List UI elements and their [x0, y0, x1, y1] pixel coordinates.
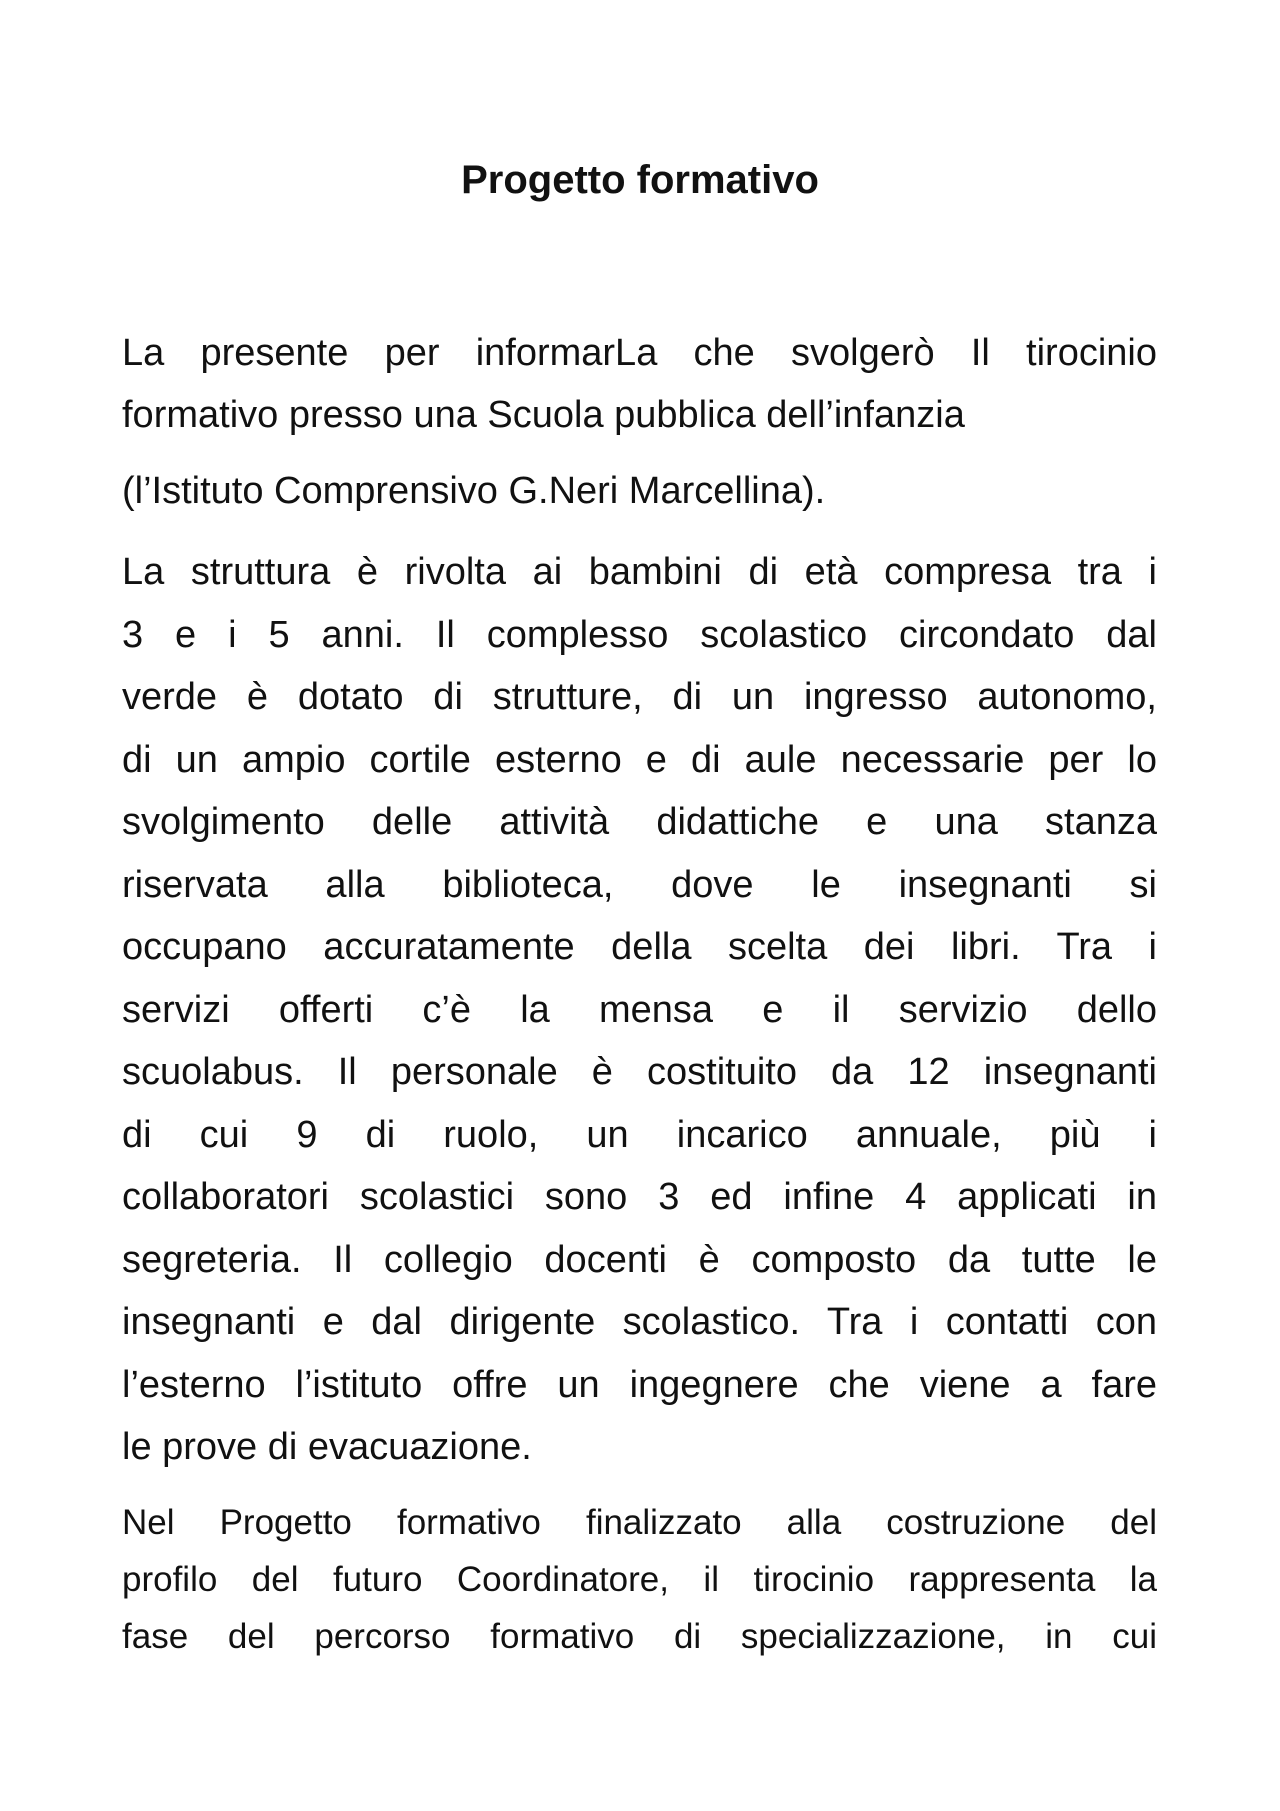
- text-line: servizi offerti c’è la mensa e il servizio dello: [122, 988, 1157, 1031]
- text-line: (l’Istituto Comprensivo G.Neri Marcellina).: [122, 470, 826, 512]
- text-line: scuolabus. Il personale è costituito da 12 insegnanti: [122, 1051, 1157, 1093]
- paragraph-project: [122, 1494, 1157, 1665]
- text-line: di cui 9 di ruolo, un incarico annuale, più i: [122, 1113, 1157, 1156]
- page-title: Progetto formativo: [461, 158, 819, 202]
- text-line: Nel Progetto formativo finalizzato alla costruzione del: [122, 1503, 1157, 1542]
- text-line: riservata alla biblioteca, dove le insegnanti si: [122, 863, 1157, 906]
- paragraph-structure: [122, 541, 1157, 1479]
- text-line: collaboratori scolastici sono 3 ed infine 4 applicati in: [122, 1176, 1157, 1218]
- text-line: La struttura è rivolta ai bambini di età compresa tra i: [122, 551, 1157, 593]
- paragraph-institute: [122, 460, 1157, 522]
- text-line: verde è dotato di strutture, di un ingresso autonomo,: [122, 676, 1157, 718]
- paragraph-intro: [122, 322, 1157, 446]
- text-line: di un ampio cortile esterno e di aule necessarie per lo: [122, 738, 1157, 781]
- text-line: La presente per informarLa che svolgerò Il tirocinio: [122, 332, 1157, 374]
- text-line: formativo presso una Scuola pubblica dell’infanzia: [122, 394, 965, 436]
- text-line: profilo del futuro Coordinatore, il tirocinio rappresenta la: [122, 1560, 1157, 1599]
- text-line: occupano accuratamente della scelta dei libri. Tra i: [122, 926, 1157, 968]
- text-line: svolgimento delle attività didattiche e una stanza: [122, 801, 1157, 843]
- text-line: segreteria. Il collegio docenti è composto da tutte le: [122, 1238, 1157, 1281]
- text-line: le prove di evacuazione.: [122, 1426, 532, 1468]
- text-line: insegnanti e dal dirigente scolastico. Tra i contatti con: [122, 1301, 1157, 1343]
- text-line: l’esterno l’istituto offre un ingegnere che viene a fare: [122, 1363, 1157, 1406]
- text-line: 3 e i 5 anni. Il complesso scolastico circondato dal: [122, 613, 1157, 656]
- text-line: fase del percorso formativo di specializzazione, in cui: [122, 1617, 1157, 1656]
